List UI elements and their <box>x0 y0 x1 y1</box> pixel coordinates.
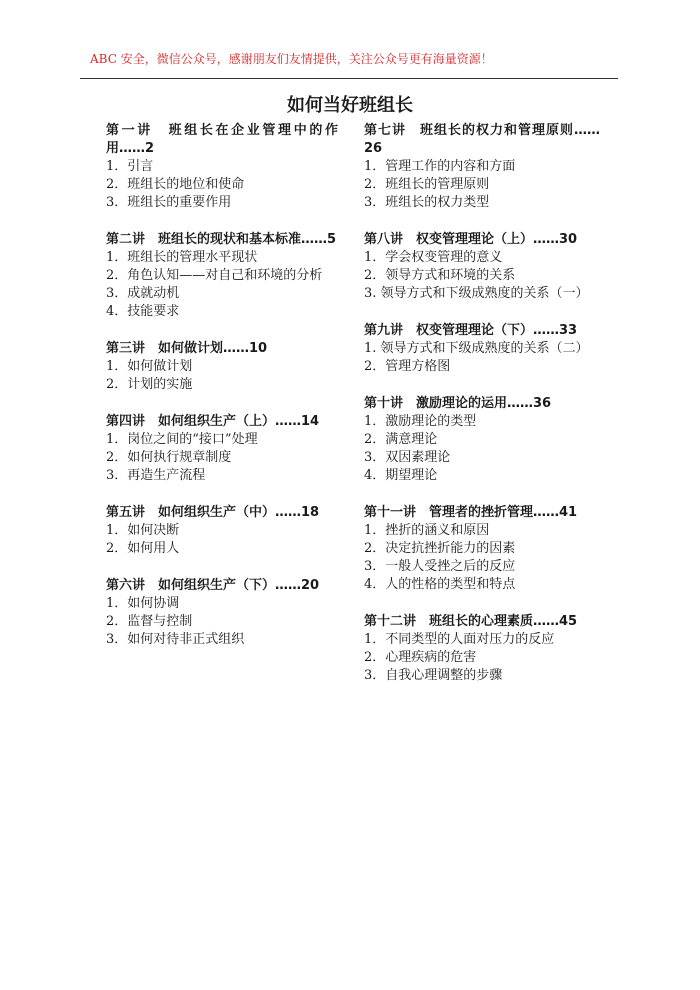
lecture-topic: 3. 领导方式和下级成熟度的关系（一） <box>364 286 589 301</box>
lecture-topic-list <box>364 522 600 594</box>
lecture-section <box>106 504 338 558</box>
lecture-heading: 第六讲 如何组织生产（下）……20 <box>106 578 320 593</box>
lecture-topic: 4．人的性格的类型和特点 <box>364 577 516 592</box>
lecture-topic: 3．自我心理调整的步骤 <box>364 668 503 683</box>
lecture-heading: 第八讲 权变管理理论（上）……30 <box>364 232 578 247</box>
lecture-topic: 3．班组长的权力类型 <box>364 195 490 210</box>
lecture-topic: 1．如何做计划 <box>106 359 193 374</box>
lecture-section <box>106 122 338 212</box>
header-note: ABC 安全，微信公众号，感谢朋友们友情提供，关注公众号更有海量资源！ <box>90 52 493 66</box>
lecture-topic: 2．心理疾病的危害 <box>364 650 477 665</box>
lecture-heading: 第七讲 班组长的权力和管理原则……26 <box>364 123 600 156</box>
lecture-topic: 2．角色认知——对自己和环境的分析 <box>106 268 323 283</box>
lecture-topic: 2．满意理论 <box>364 432 438 447</box>
lecture-topic: 1．管理工作的内容和方面 <box>364 159 516 174</box>
lecture-section <box>364 504 600 594</box>
lecture-topic: 1．学会权变管理的意义 <box>364 250 503 265</box>
lecture-topic: 2．决定抗挫折能力的因素 <box>364 541 516 556</box>
lecture-heading: 第一讲 班组长在企业管理中的作用……2 <box>106 123 338 156</box>
lecture-topic: 1．班组长的管理水平现状 <box>106 250 258 265</box>
lecture-topic: 1．如何协调 <box>106 596 180 611</box>
lecture-section <box>364 322 600 376</box>
lecture-topic-list <box>106 522 338 558</box>
lecture-topic: 4．技能要求 <box>106 304 180 319</box>
toc-column-right <box>364 122 600 704</box>
lecture-topic: 2．如何用人 <box>106 541 180 556</box>
lecture-topic: 1．岗位之间的“接口”处理 <box>106 432 258 447</box>
lecture-section <box>106 340 338 394</box>
lecture-heading: 第二讲 班组长的现状和基本标准……5 <box>106 232 337 247</box>
lecture-topic-list <box>106 158 338 212</box>
lecture-topic: 2．领导方式和环境的关系 <box>364 268 516 283</box>
lecture-heading: 第三讲 如何做计划……10 <box>106 341 268 356</box>
lecture-topic: 3．班组长的重要作用 <box>106 195 232 210</box>
lecture-section <box>106 231 338 321</box>
lecture-topic: 2．计划的实施 <box>106 377 193 392</box>
lecture-topic: 3．再造生产流程 <box>106 468 206 483</box>
lecture-topic: 4．期望理论 <box>364 468 438 483</box>
lecture-topic: 1．挫折的涵义和原因 <box>364 523 490 538</box>
lecture-topic-list <box>106 358 338 394</box>
lecture-section <box>364 231 600 303</box>
lecture-heading: 第十一讲 管理者的挫折管理……41 <box>364 505 578 520</box>
lecture-topic: 2．班组长的地位和使命 <box>106 177 245 192</box>
lecture-heading: 第四讲 如何组织生产（上）……14 <box>106 414 320 429</box>
lecture-topic: 3．如何对待非正式组织 <box>106 632 245 647</box>
lecture-topic: 3．双因素理论 <box>364 450 451 465</box>
lecture-topic-list <box>364 249 600 303</box>
lecture-section <box>364 395 600 485</box>
lecture-topic: 1．如何决断 <box>106 523 180 538</box>
lecture-topic: 3．成就动机 <box>106 286 180 301</box>
lecture-section <box>106 577 338 649</box>
lecture-topic-list <box>106 595 338 649</box>
lecture-topic: 1．不同类型的人面对压力的反应 <box>364 632 555 647</box>
lecture-topic: 2．管理方格图 <box>364 359 451 374</box>
lecture-heading: 第九讲 权变管理理论（下）……33 <box>364 323 578 338</box>
lecture-topic-list <box>106 249 338 321</box>
lecture-topic-list <box>106 431 338 485</box>
lecture-section <box>364 613 600 685</box>
lecture-heading: 第五讲 如何组织生产（中）……18 <box>106 505 320 520</box>
lecture-topic: 3．一般人受挫之后的反应 <box>364 559 516 574</box>
toc-column-left <box>106 122 338 668</box>
lecture-topic-list <box>364 158 600 212</box>
lecture-section <box>106 413 338 485</box>
document-title: 如何当好班组长 <box>287 95 413 116</box>
lecture-topic: 2．如何执行规章制度 <box>106 450 232 465</box>
lecture-topic-list <box>364 340 600 376</box>
lecture-topic: 1．激励理论的类型 <box>364 414 477 429</box>
lecture-topic: 2．监督与控制 <box>106 614 193 629</box>
lecture-heading: 第十讲 激励理论的运用……36 <box>364 396 552 411</box>
lecture-topic: 1. 领导方式和下级成熟度的关系（二） <box>364 341 589 356</box>
header-divider <box>80 78 618 79</box>
lecture-heading: 第十二讲 班组长的心理素质……45 <box>364 614 578 629</box>
lecture-topic-list <box>364 631 600 685</box>
lecture-section <box>364 122 600 212</box>
lecture-topic: 2．班组长的管理原则 <box>364 177 490 192</box>
lecture-topic: 1．引言 <box>106 159 154 174</box>
lecture-topic-list <box>364 413 600 485</box>
